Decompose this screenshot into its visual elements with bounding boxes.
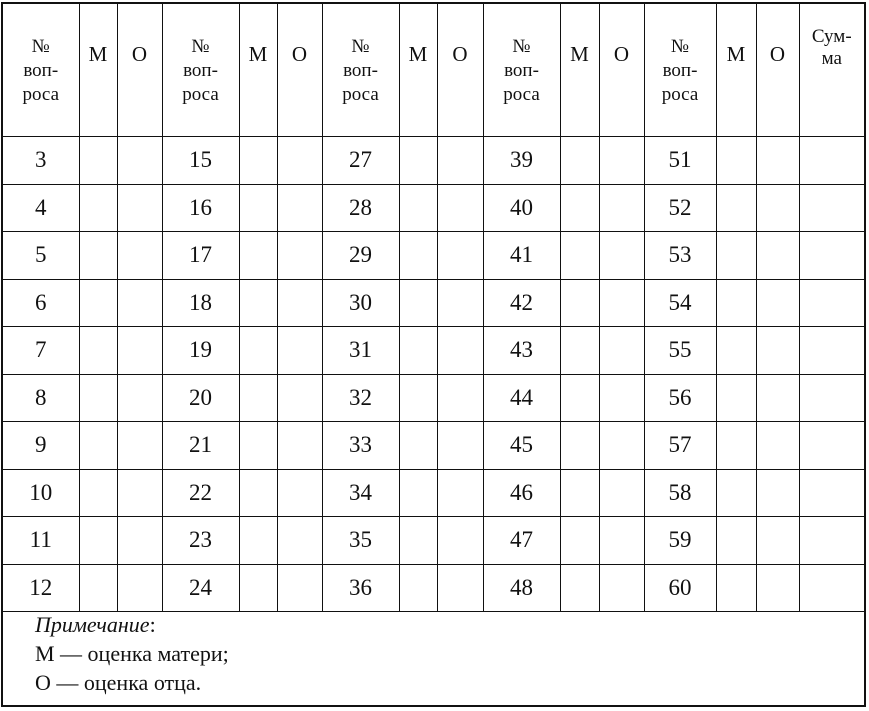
sum-cell[interactable] xyxy=(799,327,864,375)
father-score-cell[interactable] xyxy=(756,469,799,517)
mother-score-cell[interactable] xyxy=(560,279,599,327)
question-number-cell: 10 xyxy=(3,469,79,517)
question-number-cell: 34 xyxy=(322,469,399,517)
sum-cell[interactable] xyxy=(799,279,864,327)
question-number-cell: 56 xyxy=(644,374,716,422)
header-question-label-line: роса xyxy=(182,84,219,105)
mother-score-cell[interactable] xyxy=(399,184,437,232)
question-number-cell: 54 xyxy=(644,279,716,327)
question-number-cell: 20 xyxy=(162,374,239,422)
father-score-cell[interactable] xyxy=(756,327,799,375)
mother-score-cell[interactable] xyxy=(239,374,277,422)
mother-score-cell[interactable] xyxy=(560,517,599,565)
father-score-cell[interactable] xyxy=(437,422,483,470)
note-line-father: О — оценка отца. xyxy=(35,670,202,695)
father-score-cell[interactable] xyxy=(599,137,644,185)
sum-cell[interactable] xyxy=(799,374,864,422)
question-number-cell: 29 xyxy=(322,232,399,280)
sum-cell[interactable] xyxy=(799,564,864,612)
father-score-cell[interactable] xyxy=(117,564,162,612)
father-score-cell[interactable] xyxy=(117,374,162,422)
header-question-label-line: № xyxy=(670,36,690,57)
father-score-cell[interactable] xyxy=(277,374,322,422)
note xyxy=(35,610,229,697)
sum-cell[interactable] xyxy=(799,184,864,232)
header-sum-label-line: ма xyxy=(821,48,842,69)
question-number-cell: 43 xyxy=(483,327,560,375)
table-body xyxy=(3,137,864,612)
question-number-cell: 51 xyxy=(644,137,716,185)
table-row xyxy=(3,374,864,422)
mother-score-cell[interactable] xyxy=(399,232,437,280)
question-number-cell: 19 xyxy=(162,327,239,375)
header-mother: М xyxy=(399,4,437,137)
table-row xyxy=(3,517,864,565)
mother-score-cell[interactable] xyxy=(560,184,599,232)
table-row xyxy=(3,279,864,327)
note-title: Примечание: xyxy=(35,612,156,637)
question-number-cell: 17 xyxy=(162,232,239,280)
mother-score-cell[interactable] xyxy=(560,469,599,517)
father-score-cell[interactable] xyxy=(437,184,483,232)
father-score-cell[interactable] xyxy=(756,374,799,422)
father-score-cell[interactable] xyxy=(117,137,162,185)
mother-score-cell[interactable] xyxy=(560,137,599,185)
father-score-cell[interactable] xyxy=(437,374,483,422)
father-score-cell[interactable] xyxy=(117,469,162,517)
question-number-cell: 23 xyxy=(162,517,239,565)
mother-score-cell[interactable] xyxy=(79,184,117,232)
header-question-label-line: роса xyxy=(22,84,60,105)
question-number-cell: 11 xyxy=(3,517,79,565)
question-number-cell: 41 xyxy=(483,232,560,280)
table-row xyxy=(3,327,864,375)
question-number-cell: 27 xyxy=(322,137,399,185)
father-score-cell[interactable] xyxy=(599,469,644,517)
father-score-cell[interactable] xyxy=(756,279,799,327)
header-father: О xyxy=(437,4,483,137)
table-row xyxy=(3,564,864,612)
father-score-cell[interactable] xyxy=(277,232,322,280)
question-number-cell: 59 xyxy=(644,517,716,565)
question-number-cell: 57 xyxy=(644,422,716,470)
note-line-mother: М — оценка матери; xyxy=(35,641,229,666)
question-number-cell: 58 xyxy=(644,469,716,517)
header-sum xyxy=(799,4,864,137)
question-number-cell: 55 xyxy=(644,327,716,375)
mother-score-cell[interactable] xyxy=(399,564,437,612)
father-score-cell[interactable] xyxy=(117,279,162,327)
father-score-cell[interactable] xyxy=(599,184,644,232)
mother-score-cell[interactable] xyxy=(239,564,277,612)
mother-score-cell[interactable] xyxy=(79,279,117,327)
sum-cell[interactable] xyxy=(799,469,864,517)
mother-score-cell[interactable] xyxy=(399,422,437,470)
mother-score-cell[interactable] xyxy=(716,374,756,422)
mother-score-cell[interactable] xyxy=(399,279,437,327)
answer-sheet xyxy=(1,2,866,707)
mother-score-cell[interactable] xyxy=(716,279,756,327)
header-mother: М xyxy=(79,4,117,137)
father-score-cell[interactable] xyxy=(117,422,162,470)
question-number-cell: 53 xyxy=(644,232,716,280)
father-score-cell[interactable] xyxy=(117,184,162,232)
header-sum-label-line: Сум- xyxy=(811,26,852,47)
header-mother: М xyxy=(716,4,756,137)
father-score-cell[interactable] xyxy=(437,137,483,185)
header-question-label-line: воп- xyxy=(183,60,218,81)
header-question-label-line: роса xyxy=(661,84,699,105)
question-number-cell: 44 xyxy=(483,374,560,422)
question-number-cell: 16 xyxy=(162,184,239,232)
father-score-cell[interactable] xyxy=(599,279,644,327)
mother-score-cell[interactable] xyxy=(239,184,277,232)
header-father: О xyxy=(117,4,162,137)
mother-score-cell[interactable] xyxy=(239,279,277,327)
mother-score-cell[interactable] xyxy=(716,184,756,232)
table-row xyxy=(3,184,864,232)
header-question-number xyxy=(322,4,399,137)
header-mother: М xyxy=(560,4,599,137)
question-number-cell: 42 xyxy=(483,279,560,327)
mother-score-cell[interactable] xyxy=(79,564,117,612)
table-row xyxy=(3,232,864,280)
header-question-number xyxy=(3,4,79,137)
question-number-cell: 5 xyxy=(3,232,79,280)
father-score-cell[interactable] xyxy=(599,327,644,375)
father-score-cell[interactable] xyxy=(756,137,799,185)
mother-score-cell[interactable] xyxy=(79,422,117,470)
mother-score-cell[interactable] xyxy=(560,374,599,422)
father-score-cell[interactable] xyxy=(437,232,483,280)
question-number-cell: 31 xyxy=(322,327,399,375)
question-number-cell: 40 xyxy=(483,184,560,232)
mother-score-cell[interactable] xyxy=(716,469,756,517)
mother-score-cell[interactable] xyxy=(239,327,277,375)
question-number-cell: 15 xyxy=(162,137,239,185)
mother-score-cell[interactable] xyxy=(716,137,756,185)
header-question-number xyxy=(483,4,560,137)
header-question-label-line: воп- xyxy=(504,60,539,81)
sum-cell[interactable] xyxy=(799,422,864,470)
question-number-cell: 3 xyxy=(3,137,79,185)
question-number-cell: 36 xyxy=(322,564,399,612)
mother-score-cell[interactable] xyxy=(560,232,599,280)
header-question-label-line: № xyxy=(512,36,531,57)
mother-score-cell[interactable] xyxy=(399,327,437,375)
mother-score-cell[interactable] xyxy=(560,422,599,470)
father-score-cell[interactable] xyxy=(437,469,483,517)
question-number-cell: 21 xyxy=(162,422,239,470)
sum-cell[interactable] xyxy=(799,137,864,185)
father-score-cell[interactable] xyxy=(117,517,162,565)
mother-score-cell[interactable] xyxy=(560,327,599,375)
sum-cell[interactable] xyxy=(799,232,864,280)
father-score-cell[interactable] xyxy=(277,137,322,185)
father-score-cell[interactable] xyxy=(277,327,322,375)
header-question-label-line: № xyxy=(191,36,210,57)
father-score-cell[interactable] xyxy=(277,469,322,517)
father-score-cell[interactable] xyxy=(277,279,322,327)
header-question-label-line: № xyxy=(351,36,370,57)
header-question-label-line: № xyxy=(31,36,50,57)
mother-score-cell[interactable] xyxy=(239,137,277,185)
mother-score-cell[interactable] xyxy=(716,564,756,612)
question-number-cell: 18 xyxy=(162,279,239,327)
mother-score-cell[interactable] xyxy=(399,374,437,422)
father-score-cell[interactable] xyxy=(277,422,322,470)
question-number-cell: 4 xyxy=(3,184,79,232)
mother-score-cell[interactable] xyxy=(79,374,117,422)
question-number-cell: 60 xyxy=(644,564,716,612)
header-father: О xyxy=(277,4,322,137)
father-score-cell[interactable] xyxy=(756,422,799,470)
header-question-label-line: воп- xyxy=(23,60,59,81)
answer-table xyxy=(3,4,864,612)
mother-score-cell[interactable] xyxy=(79,469,117,517)
father-score-cell[interactable] xyxy=(756,517,799,565)
question-number-cell: 48 xyxy=(483,564,560,612)
question-number-cell: 6 xyxy=(3,279,79,327)
question-number-cell: 39 xyxy=(483,137,560,185)
mother-score-cell[interactable] xyxy=(239,232,277,280)
mother-score-cell[interactable] xyxy=(716,327,756,375)
question-number-cell: 7 xyxy=(3,327,79,375)
table-row xyxy=(3,137,864,185)
father-score-cell[interactable] xyxy=(437,327,483,375)
mother-score-cell[interactable] xyxy=(399,517,437,565)
mother-score-cell[interactable] xyxy=(79,137,117,185)
header-mother: М xyxy=(239,4,277,137)
father-score-cell[interactable] xyxy=(756,232,799,280)
table-row xyxy=(3,469,864,517)
father-score-cell[interactable] xyxy=(599,564,644,612)
mother-score-cell[interactable] xyxy=(79,232,117,280)
header-question-label-line: воп- xyxy=(343,60,378,81)
question-number-cell: 33 xyxy=(322,422,399,470)
mother-score-cell[interactable] xyxy=(239,469,277,517)
question-number-cell: 32 xyxy=(322,374,399,422)
father-score-cell[interactable] xyxy=(437,564,483,612)
father-score-cell[interactable] xyxy=(599,517,644,565)
father-score-cell[interactable] xyxy=(756,564,799,612)
question-number-cell: 46 xyxy=(483,469,560,517)
mother-score-cell[interactable] xyxy=(399,469,437,517)
header-row xyxy=(3,4,864,137)
question-number-cell: 47 xyxy=(483,517,560,565)
header-question-number xyxy=(162,4,239,137)
sum-cell[interactable] xyxy=(799,517,864,565)
question-number-cell: 22 xyxy=(162,469,239,517)
father-score-cell[interactable] xyxy=(117,232,162,280)
father-score-cell[interactable] xyxy=(277,184,322,232)
mother-score-cell[interactable] xyxy=(716,517,756,565)
question-number-cell: 9 xyxy=(3,422,79,470)
father-score-cell[interactable] xyxy=(277,517,322,565)
father-score-cell[interactable] xyxy=(599,422,644,470)
question-number-cell: 24 xyxy=(162,564,239,612)
question-number-cell: 12 xyxy=(3,564,79,612)
father-score-cell[interactable] xyxy=(117,327,162,375)
mother-score-cell[interactable] xyxy=(716,232,756,280)
header-question-number xyxy=(644,4,716,137)
question-number-cell: 8 xyxy=(3,374,79,422)
header-question-label-line: воп- xyxy=(662,60,698,81)
mother-score-cell[interactable] xyxy=(239,422,277,470)
question-number-cell: 52 xyxy=(644,184,716,232)
father-score-cell[interactable] xyxy=(437,279,483,327)
mother-score-cell[interactable] xyxy=(399,137,437,185)
father-score-cell[interactable] xyxy=(599,374,644,422)
mother-score-cell[interactable] xyxy=(560,564,599,612)
mother-score-cell[interactable] xyxy=(79,517,117,565)
header-question-label-line: роса xyxy=(503,84,540,105)
header-father: О xyxy=(756,4,799,137)
header-father: О xyxy=(599,4,644,137)
mother-score-cell[interactable] xyxy=(716,422,756,470)
father-score-cell[interactable] xyxy=(437,517,483,565)
father-score-cell[interactable] xyxy=(599,232,644,280)
header-question-label-line: роса xyxy=(342,84,379,105)
question-number-cell: 28 xyxy=(322,184,399,232)
table-row xyxy=(3,422,864,470)
question-number-cell: 35 xyxy=(322,517,399,565)
question-number-cell: 30 xyxy=(322,279,399,327)
mother-score-cell[interactable] xyxy=(239,517,277,565)
mother-score-cell[interactable] xyxy=(79,327,117,375)
father-score-cell[interactable] xyxy=(277,564,322,612)
father-score-cell[interactable] xyxy=(756,184,799,232)
question-number-cell: 45 xyxy=(483,422,560,470)
